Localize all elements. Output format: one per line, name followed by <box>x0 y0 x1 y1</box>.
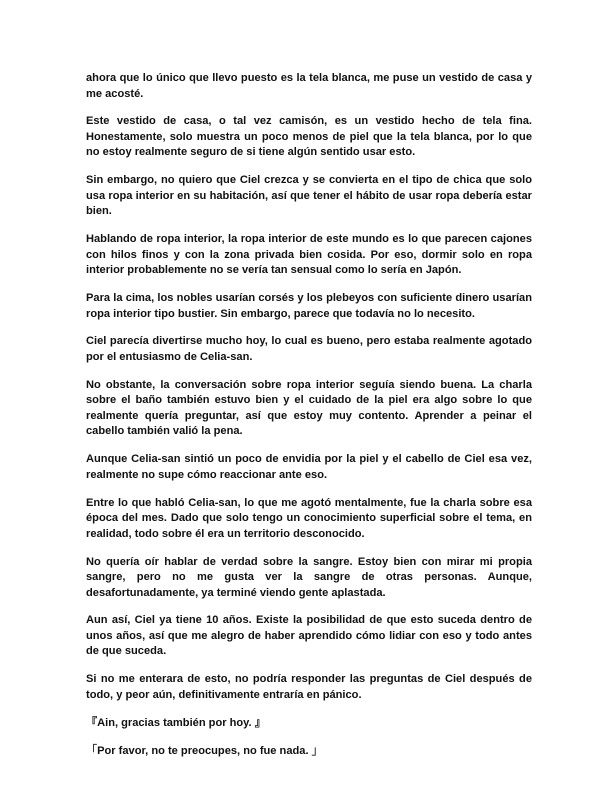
paragraph: Para la cima, los nobles usarían corsés y los plebeyos con suficiente dinero usarían ropa interior tipo bustier. Sin embargo, parece que todavía no lo necesito. <box>86 292 532 320</box>
paragraph: No obstante, la conversación sobre ropa interior seguía siendo buena. La charla sobre el baño también estuvo bien y el cuidado de la piel era algo sobre lo que realmente quería preguntar, así que estoy muy contento. Aprender a peinar el cabello también valió la pena. <box>86 378 532 438</box>
paragraph: Aun así, Ciel ya tiene 10 años. Existe la posibilidad de que esto suceda dentro de unos años, así que me alegro de haber aprendido cómo lidiar con eso y todo antes de que suceda. <box>86 614 532 658</box>
paragraph: ahora que lo único que llevo puesto es la tela blanca, me puse un vestido de casa y me acosté. <box>86 72 532 100</box>
paragraph: Si no me enterara de esto, no podría responder las preguntas de Ciel después de todo, y peor aún, definitivamente entraría en pánico. <box>86 673 532 701</box>
paragraph: Este vestido de casa, o tal vez camisón, es un vestido hecho de tela fina. Honestamente, solo muestra un poco menos de piel que la tela blanca, por lo que no estoy realmente seguro de si tiene algún sentido usar esto. <box>86 115 532 159</box>
page-body <box>86 71 532 771</box>
paragraph: Ciel parecía divertirse mucho hoy, lo cual es bueno, pero estaba realmente agotado por el entusiasmo de Celia-san. <box>86 335 532 363</box>
paragraph: Entre lo que habló Celia-san, lo que me agotó mentalmente, fue la charla sobre esa época del mes. Dado que solo tengo un conocimiento superficial sobre el tema, en realidad, todo sobre él era un territorio desconocido. <box>86 496 532 540</box>
dialogue-line: 「Por favor, no te preocupes, no fue nada. 」 <box>86 744 323 757</box>
paragraph: Hablando de ropa interior, la ropa interior de este mundo es lo que parecen cajones con hilos finos y con la zona privada bien cosida. Por eso, dormir solo en ropa interior probablemente no se vería tan sensual como lo sería en Japón. <box>86 233 532 277</box>
dialogue-line: 『Ain, gracias también por hoy. 』 <box>86 716 266 729</box>
paragraph: Aunque Celia-san sintió un poco de envidia por la piel y el cabello de Ciel esa vez, realmente no supe cómo reaccionar ante eso. <box>86 453 532 481</box>
paragraph: Sin embargo, no quiero que Ciel crezca y se convierta en el tipo de chica que solo usa ropa interior en su habitación, así que tener el hábito de usar ropa debería estar bien. <box>86 174 532 218</box>
paragraph: No quería oír hablar de verdad sobre la sangre. Estoy bien con mirar mi propia sangre, pero no me gusta ver la sangre de otras personas. Aunque, desafortunadamente, ya terminé viendo gente aplastada. <box>86 555 532 599</box>
